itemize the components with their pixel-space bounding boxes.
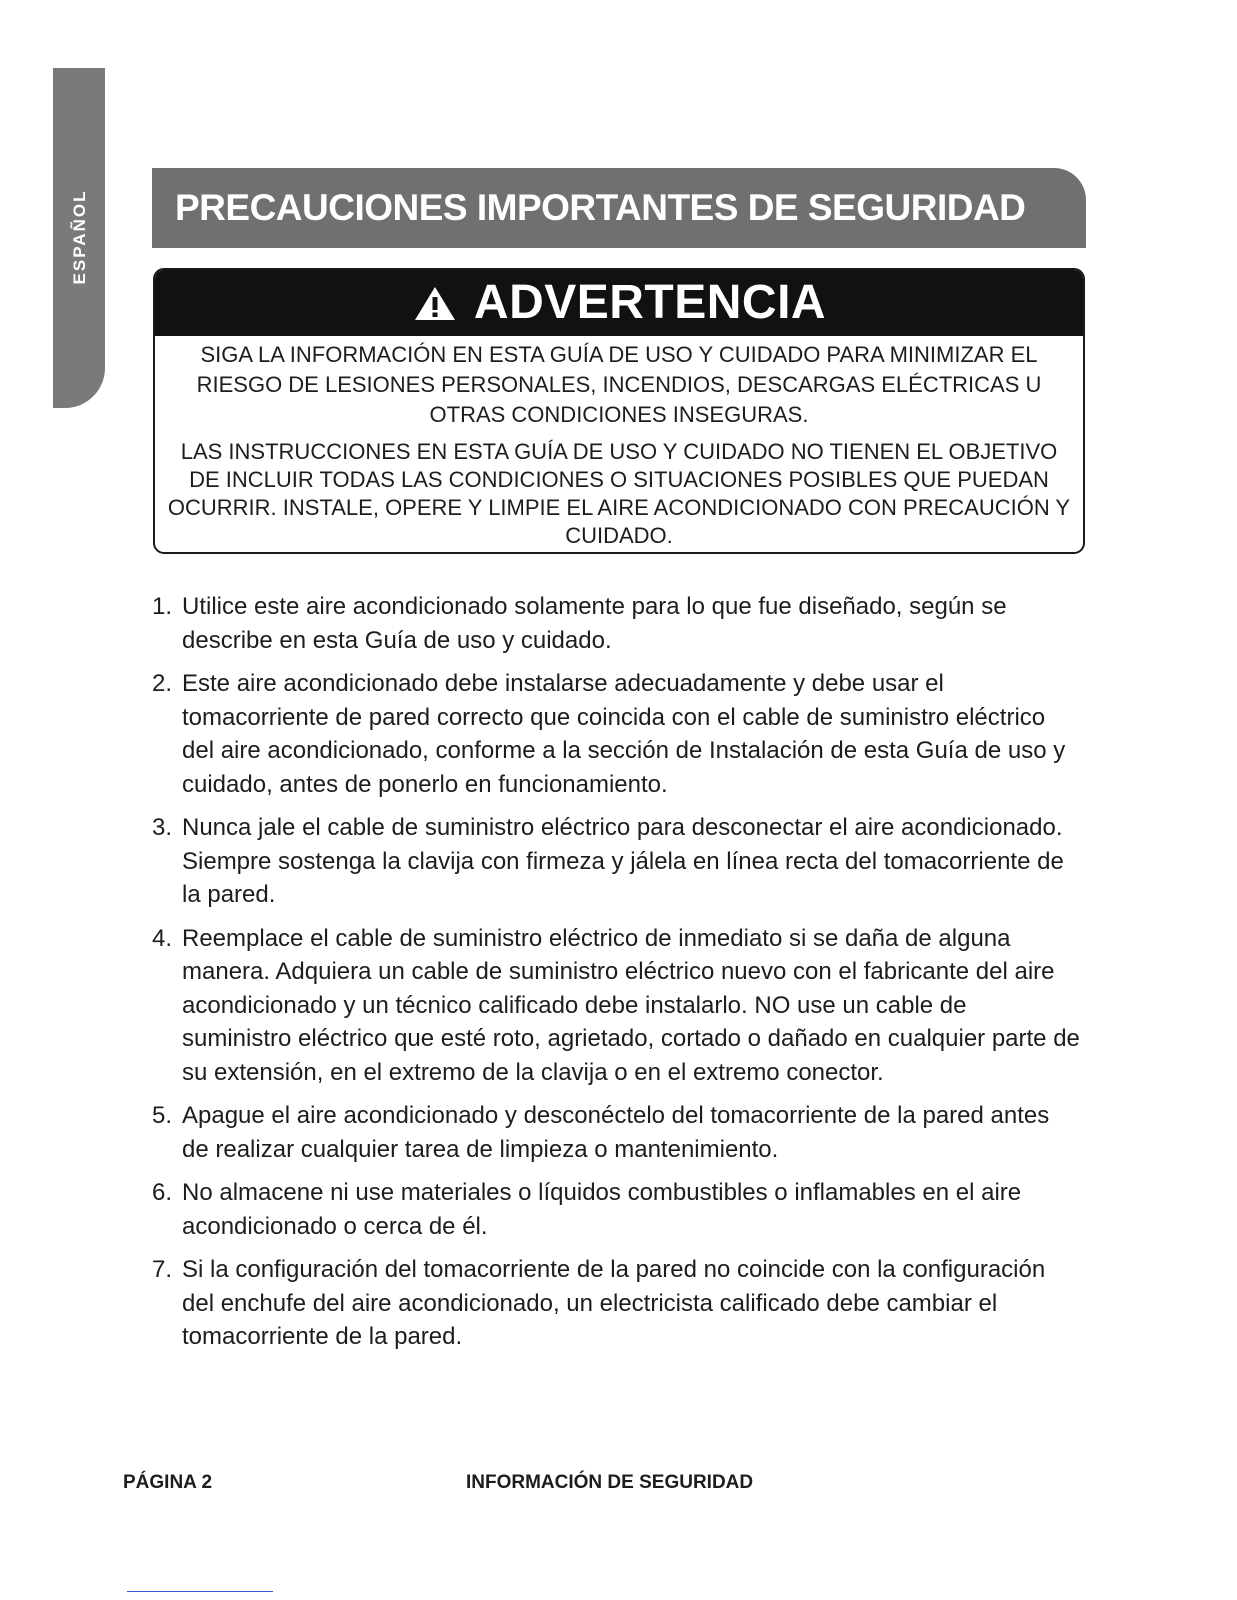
warning-header xyxy=(155,270,1083,336)
list-item xyxy=(152,590,1082,657)
list-item-text: Utilice este aire acondicionado solamente para lo que fue diseñado, según se describe en esta Guía de uso y cuidado. xyxy=(182,593,1007,654)
list-item xyxy=(152,922,1082,1090)
list-item-text: Reemplace el cable de suministro eléctrico de inmediato si se daña de alguna manera. Adquiera un cable de suministro eléctrico nuevo con el fabricante del aire acondicionado y un técnico calificado debe instalarlo. NO use un cable de suministro eléctrico que esté roto, agrietado, cortado o dañado en cualquier parte de su extensión, en el extremo de la clavija o en el extremo conector. xyxy=(182,924,1080,1086)
list-item xyxy=(152,811,1082,912)
list-item-number: 1. xyxy=(152,593,173,620)
warning-triangle-icon xyxy=(412,284,458,322)
list-item xyxy=(152,1253,1082,1354)
list-item-number: 7. xyxy=(152,1256,173,1283)
list-item-number: 5. xyxy=(152,1102,173,1129)
safety-rules-list xyxy=(152,590,1082,1364)
footer-section-title: INFORMACIÓN DE SEGURIDAD xyxy=(466,1472,754,1493)
bottom-divider xyxy=(127,1591,273,1592)
list-item-text: Este aire acondicionado debe instalarse adecuadamente y debe usar el tomacorriente de pared correcto que coincida con el cable de suministro eléctrico del aire acondicionado, conforme a la sección de Instalación de esta Guía de uso y cuidado, antes de ponerlo en funcionamiento. xyxy=(182,670,1066,798)
language-tab-label: ESPAÑOL xyxy=(70,189,89,285)
list-item xyxy=(152,1176,1082,1243)
section-title-bar xyxy=(152,168,1086,248)
page-title: PRECAUCIONES IMPORTANTES DE SEGURIDAD xyxy=(175,187,1026,228)
list-item xyxy=(152,667,1082,801)
list-item-number: 6. xyxy=(152,1179,173,1206)
list-item-text: Si la configuración del tomacorriente de la pared no coincide con la configuración del enchufe del aire acondicionado, un electricista calificado debe cambiar el tomacorriente de la pared. xyxy=(182,1256,1046,1350)
list-item-number: 4. xyxy=(152,924,173,952)
warning-box xyxy=(153,268,1085,554)
list-item-number: 3. xyxy=(152,814,173,841)
list-item-text: No almacene ni use materiales o líquidos combustibles o inflamables en el aire acondicionado o cerca de él. xyxy=(182,1179,1022,1240)
list-item-text: Apague el aire acondicionado y desconéctelo del tomacorriente de la pared antes de realizar cualquier tarea de limpieza o mantenimiento. xyxy=(182,1102,1050,1163)
list-item-number: 2. xyxy=(152,670,173,697)
list-item-text: Nunca jale el cable de suministro eléctrico para desconectar el aire acondicionado. Siempre sostenga la clavija con firmeza y jálela en línea recta del tomacorriente de la pared. xyxy=(182,814,1064,908)
list-item xyxy=(152,1099,1082,1166)
page-number: PÁGINA 2 xyxy=(123,1472,213,1493)
warning-paragraph: SIGA LA INFORMACIÓN EN ESTA GUÍA DE USO Y CUIDADO PARA MINIMIZAR EL RIESGO DE LESIONES PERSONALES, INCENDIOS, DESCARGAS ELÉCTRICAS U OTRAS CONDICIONES INSEGURAS. xyxy=(196,342,1042,427)
warning-paragraph: LAS INSTRUCCIONES EN ESTA GUÍA DE USO Y CUIDADO NO TIENEN EL OBJETIVO DE INCLUIR TODAS LAS CONDICIONES O SITUACIONES POSIBLES QUE PUEDAN OCURRIR. INSTALE, OPERE Y LIMPIE EL AIRE ACONDICIONADO CON PRECAUCIÓN Y CUIDADO. xyxy=(167,439,1071,548)
warning-heading: ADVERTENCIA xyxy=(473,276,827,329)
